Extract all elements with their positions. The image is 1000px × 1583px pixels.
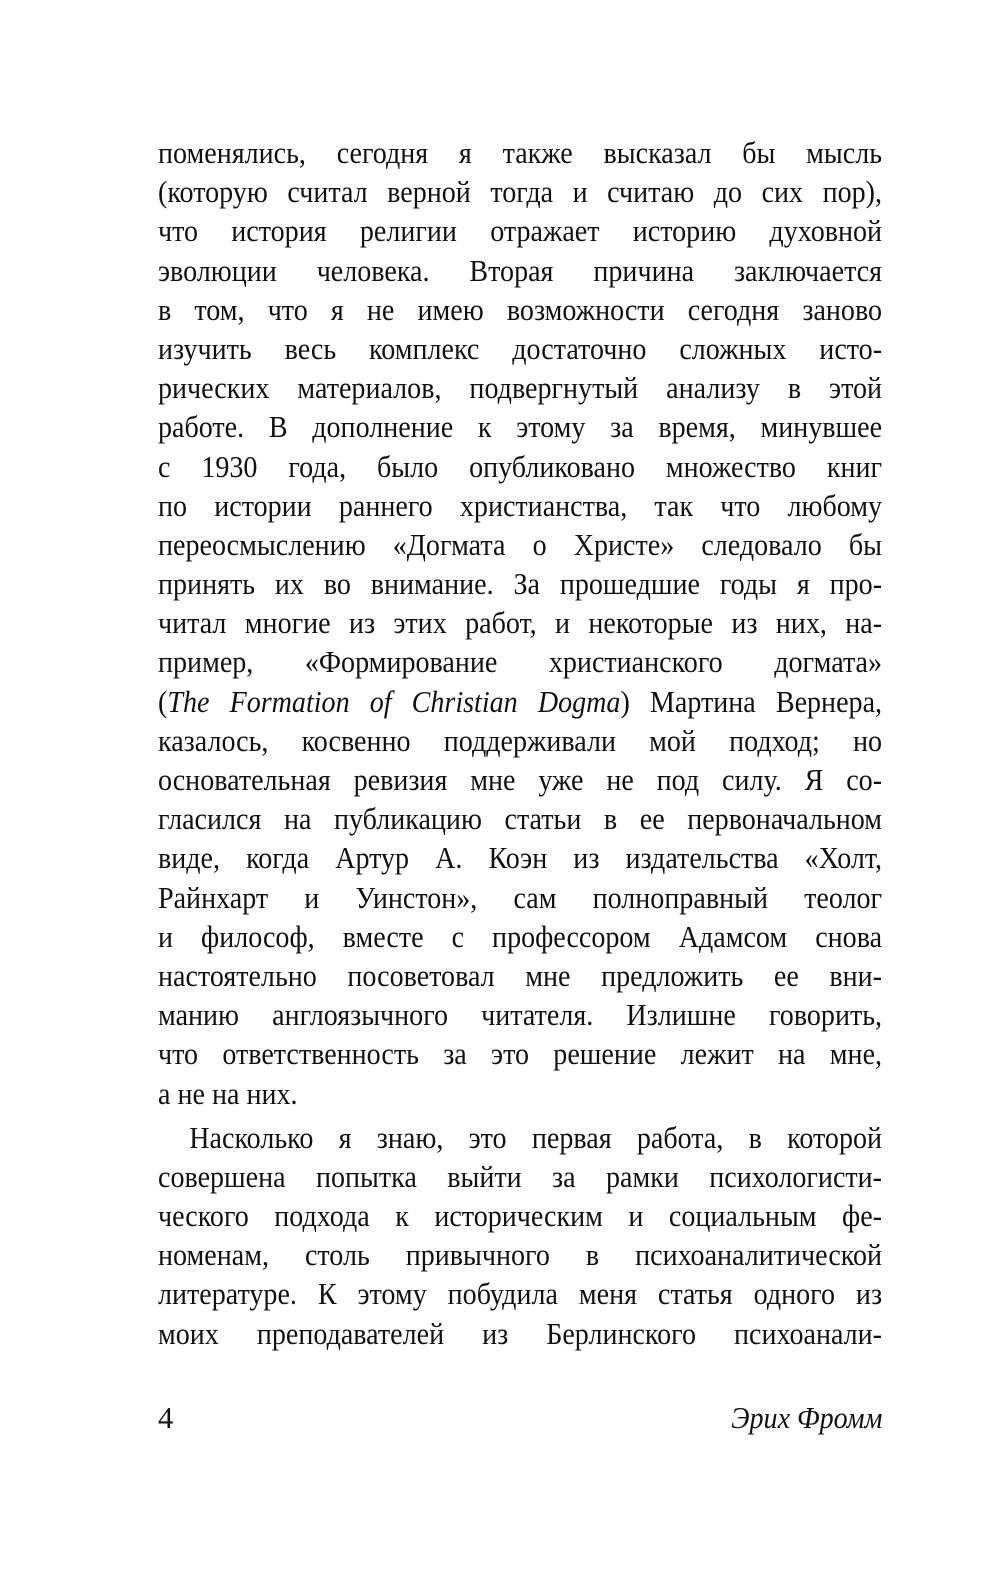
text-line: гласился на публикацию статьи в ее первоначальном bbox=[158, 802, 883, 837]
text-line: ческого подхода к историческим и социальным фе- bbox=[158, 1199, 883, 1234]
paragraph-2 bbox=[158, 1119, 882, 1354]
text-line: рических материалов, подвергнутый анализу в этой bbox=[158, 371, 883, 406]
running-footer-author: Эрих Фромм bbox=[730, 1401, 882, 1435]
text-line: Райнхарт и Уинстон», сам полноправный теолог bbox=[158, 880, 883, 915]
text-line bbox=[158, 683, 882, 722]
paragraph-1-cont bbox=[158, 722, 882, 1114]
text-line: настоятельно посоветовал мне предложить ее вни- bbox=[158, 958, 883, 993]
body-text bbox=[158, 134, 882, 1354]
text-line: виде, когда Артур А. Коэн из издательства «Холт, bbox=[158, 841, 883, 876]
text-line: манию англоязычного читателя. Излишне говорить, bbox=[158, 998, 883, 1033]
text-line: принять их во внимание. За прошедшие годы я про- bbox=[158, 567, 883, 602]
text-line: основательная ревизия мне уже не под силу. Я со- bbox=[158, 763, 883, 797]
text-line: с 1930 года, было опубликовано множество книг bbox=[158, 449, 883, 484]
text-line: номенам, столь привычного в психоаналитической bbox=[158, 1238, 883, 1273]
text-line: пример, «Формирование христианского догмата» bbox=[158, 645, 883, 680]
text-segment: ) Мартина Вернера, bbox=[620, 684, 883, 719]
text-line: работе. В дополнение к этому за время, минувшее bbox=[158, 410, 883, 445]
paragraph-1 bbox=[158, 134, 882, 683]
page-number: 4 bbox=[158, 1401, 174, 1435]
text-line: переосмыслению «Догмата о Христе» следовало бы bbox=[158, 527, 883, 562]
text-line: (которую считал верной тогда и считаю до сих пор), bbox=[158, 175, 883, 210]
book-title-italic: The Formation of Christian Dogma bbox=[167, 684, 621, 719]
text-line: в том, что я не имею возможности сегодня заново bbox=[158, 292, 883, 327]
text-line: а не на них. bbox=[158, 1076, 298, 1111]
text-line: и философ, вместе с профессором Адамсом снова bbox=[158, 919, 883, 954]
text-line: эволюции человека. Вторая причина заключается bbox=[158, 253, 883, 288]
text-line: литературе. К этому побудила меня статья одного из bbox=[158, 1277, 883, 1312]
text-line: казалось, косвенно поддерживали мой подход; но bbox=[158, 723, 883, 758]
text-line: читал многие из этих работ, и некоторые из них, на- bbox=[158, 606, 883, 641]
text-line: поменялись, сегодня я также высказал бы мысль bbox=[158, 136, 883, 170]
text-line: моих преподавателей из Берлинского психоанали- bbox=[158, 1316, 883, 1351]
text-line: что ответственность за это решение лежит на мне, bbox=[158, 1037, 883, 1072]
text-line: что история религии отражает историю духовной bbox=[158, 214, 883, 249]
text-line: совершена попытка выйти за рамки психологисти- bbox=[158, 1159, 883, 1194]
text-line: Насколько я знаю, это первая работа, в которой bbox=[189, 1120, 883, 1155]
text-line: по истории раннего христианства, так что любому bbox=[158, 488, 883, 523]
text-line: изучить весь комплекс достаточно сложных исто- bbox=[158, 331, 883, 366]
text-segment: ( bbox=[158, 684, 168, 719]
